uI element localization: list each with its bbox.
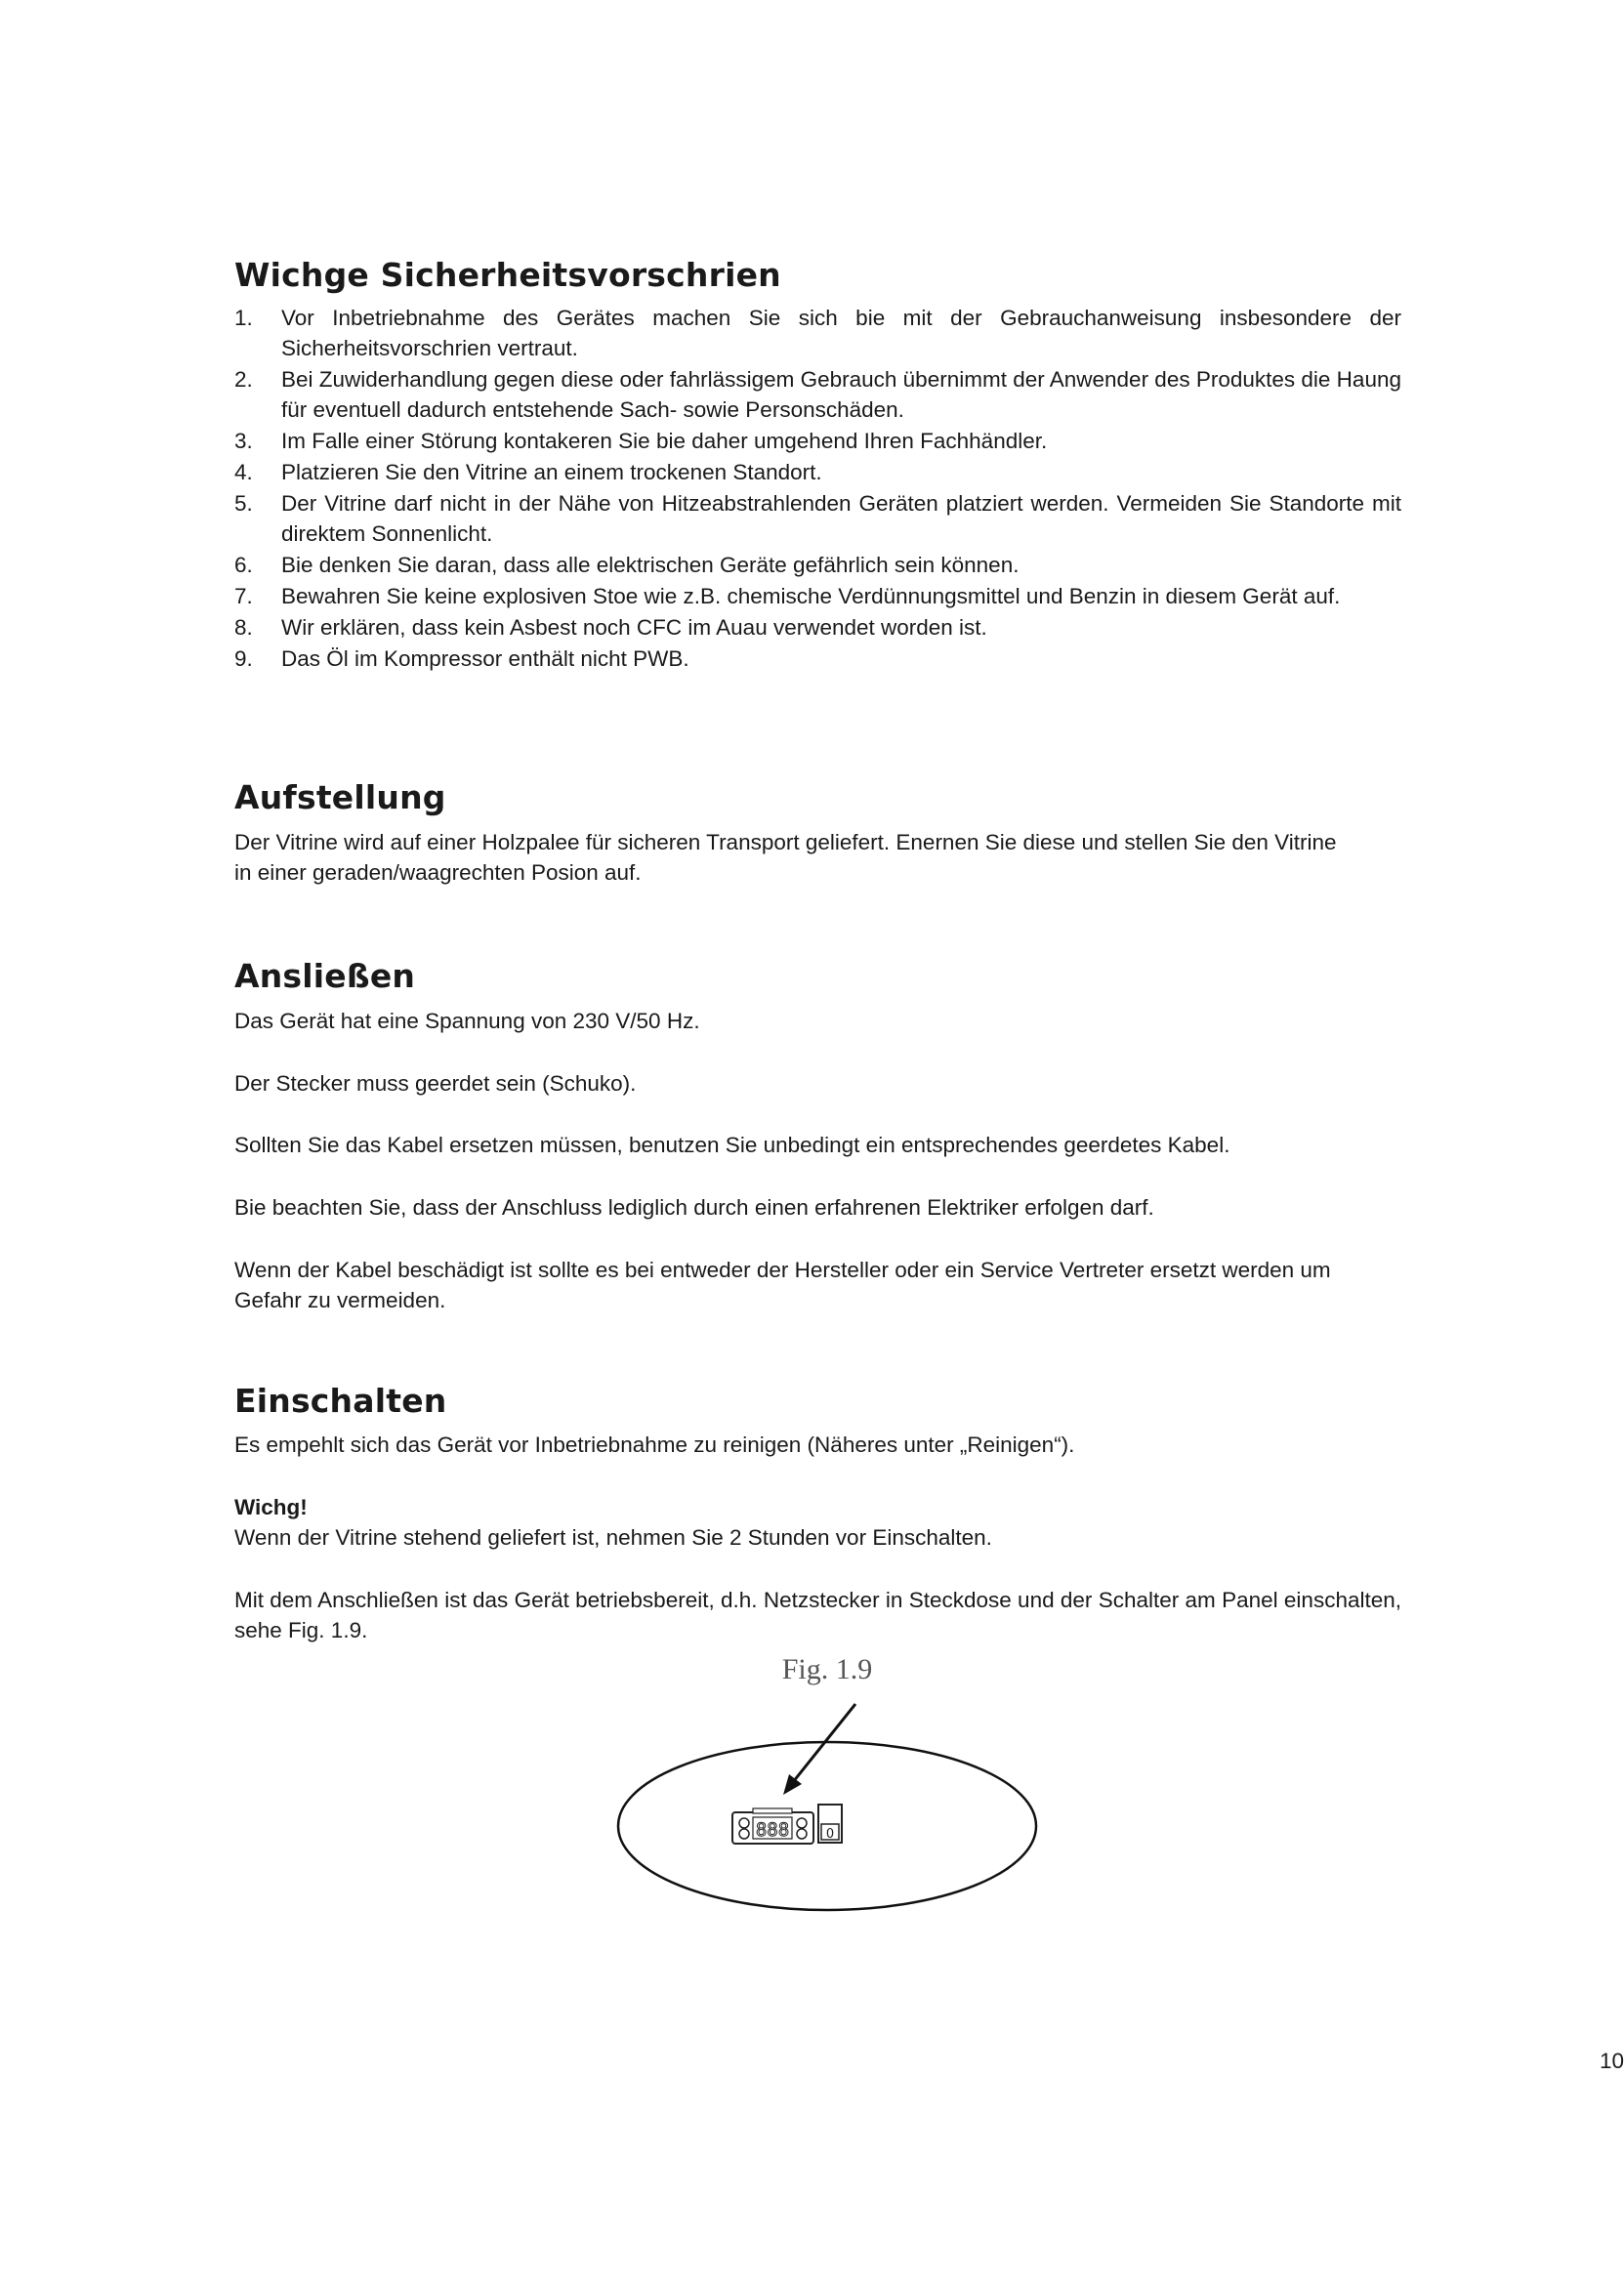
einschalten-heading: Einschalten bbox=[234, 1382, 447, 1420]
anschliessen-damaged-cable: Wenn der Kabel beschädigt ist sollte es bei entweder der Hersteller oder ein Service Vertreter ersetzt werden um Gefahr zu vermeiden. bbox=[234, 1258, 1331, 1312]
safety-item: 9. Das Öl im Kompressor enthält nicht PWB. bbox=[234, 646, 689, 671]
anschliessen-plug: Der Stecker muss geerdet sein (Schuko). bbox=[234, 1071, 637, 1096]
figure-caption: Fig. 1.9 bbox=[781, 1653, 873, 1685]
einschalten-clean: Es empehlt sich das Gerät vor Inbetriebnahme zu reinigen (Näheres unter „Reinigen“). bbox=[234, 1433, 1075, 1457]
document-page bbox=[234, 0, 1624, 2284]
display-digits: 888 bbox=[755, 1819, 790, 1841]
arrowhead-icon bbox=[783, 1774, 802, 1795]
safety-list bbox=[234, 303, 1401, 675]
aufstellung-text: Der Vitrine wird auf einer Holzpalee für sicheren Transport geliefert. Enernen Sie diese und stellen Sie den Vitrine in einer geraden/waagrechten Posion auf. bbox=[234, 830, 1337, 885]
anschliessen-cable: Sollten Sie das Kabel ersetzen müssen, benutzen Sie unbedingt ein entsprechendes geerdetes Kabel. bbox=[234, 1133, 1230, 1157]
safety-item: 7. Bewahren Sie keine explosiven Stoe wie z.B. chemische Verdünnungsmittel und Benzin in diesem Gerät auf. bbox=[234, 584, 1341, 608]
safety-item: 2. Bei Zuwiderhandlung gegen diese oder fahrlässigem Gebrauch übernimmt der Anwender des Produktes die Haung für eventuell dadurch entstehende Sach- sowie Personschäden. bbox=[234, 367, 1401, 422]
switch-label: 0 bbox=[825, 1827, 835, 1842]
warning-label: Wichg! bbox=[234, 1495, 308, 1519]
figure-1-9 bbox=[615, 1645, 1055, 1919]
safety-item: 1. Vor Inbetriebnahme des Gerätes machen Sie sich bie mit der Gebrauchanweisung insbesondere der Sicherheitsvorschrien vertraut. bbox=[234, 306, 1401, 360]
safety-heading: Wichge Sicherheitsvorschrien bbox=[234, 256, 781, 294]
temperature-display bbox=[732, 1808, 813, 1844]
einschalten-instructions: Mit dem Anschließen ist das Gerät betriebsbereit, d.h. Netzstecker in Steckdose und der Schalter am Panel einschalten, sehe Fig. 1.9. bbox=[234, 1588, 1401, 1642]
power-switch-icon bbox=[818, 1805, 842, 1843]
anschliessen-voltage: Das Gerät hat eine Spannung von 230 V/50 Hz. bbox=[234, 1009, 700, 1033]
safety-item: 8. Wir erklären, dass kein Asbest noch CFC im Auau verwendet worden ist. bbox=[234, 615, 987, 640]
aufstellung-heading: Aufstellung bbox=[234, 778, 446, 816]
safety-item: 6. Bie denken Sie daran, dass alle elektrischen Geräte gefährlich sein können. bbox=[234, 553, 1020, 577]
warning-text: Wenn der Vitrine stehend geliefert ist, nehmen Sie 2 Stunden vor Einschalten. bbox=[234, 1525, 992, 1550]
safety-item: 3. Im Falle einer Störung kontakeren Sie bie daher umgehend Ihren Fachhändler. bbox=[234, 429, 1048, 453]
anschliessen-heading: Ansließen bbox=[234, 957, 416, 995]
safety-item: 5. Der Vitrine darf nicht in der Nähe von Hitzeabstrahlenden Geräten platziert werden. Vermeiden Sie Standorte mit direktem Sonnenlicht. bbox=[234, 491, 1401, 546]
page-number: 10 bbox=[1600, 2049, 1624, 2073]
anschliessen-electrician: Bie beachten Sie, dass der Anschluss lediglich durch einen erfahrenen Elektriker erfolgen darf. bbox=[234, 1195, 1154, 1220]
safety-item: 4. Platzieren Sie den Vitrine an einem trockenen Standort. bbox=[234, 460, 822, 484]
